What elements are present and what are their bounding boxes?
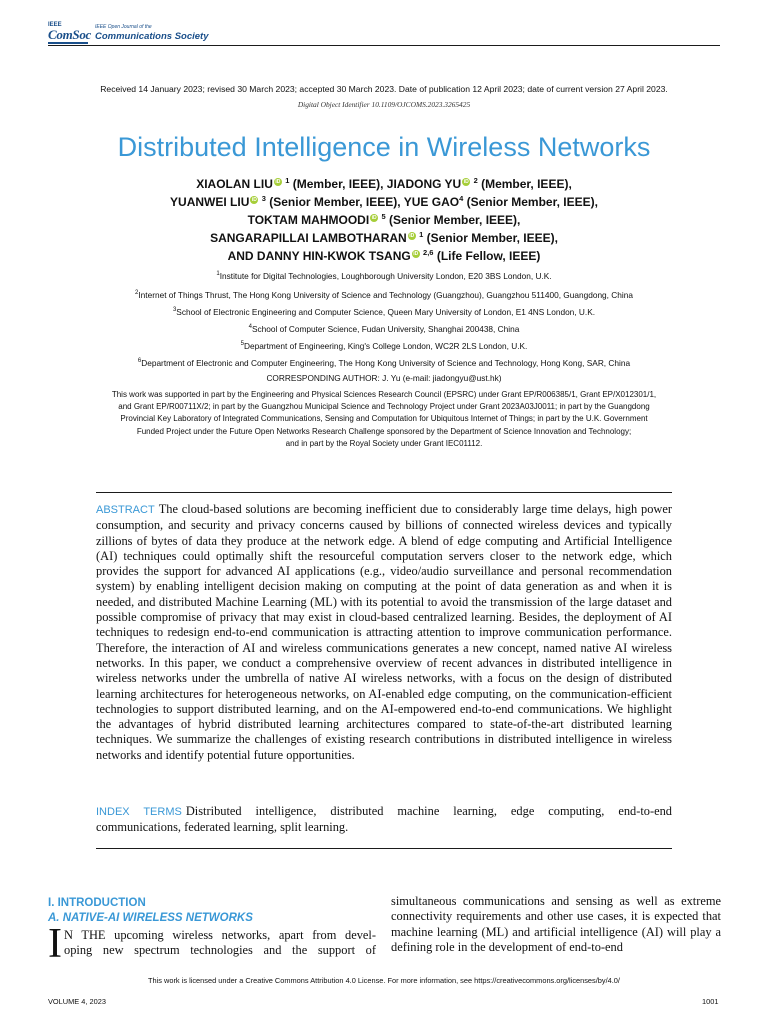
- corresponding-author: CORRESPONDING AUTHOR: J. Yu (e-mail: jiadongyu@ust.hk): [266, 373, 502, 383]
- intro-line-1: N THE upcoming wireless networks, apart from devel-: [64, 928, 376, 942]
- orcid-icon[interactable]: iD: [409, 233, 415, 239]
- abstract-bottom-rule: [96, 848, 672, 849]
- author-line-1: XIAOLAN LIU iD $^1$ (Member, IEEE), JIADONG YU iD $^2$ (Member, IEEE),: [196, 176, 572, 191]
- affiliation: $^5$Department of Engineering, King's College London, WC2R 2LS London, U.K.: [240, 340, 528, 351]
- affiliation: $^6$Department of Electronic and Computer Engineering, The Hong Kong University of Science and Technology, Hong Kong, SAR, China: [137, 357, 631, 368]
- author-line-3: TOKTAM MAHMOODI iD $^5$ (Senior Member, IEEE),: [247, 212, 521, 227]
- affiliation: $^3$School of Electronic Engineering and Computer Science, Queen Mary University of London, E1 4NS London, U.K.: [172, 306, 596, 317]
- comsoc-logo: [48, 22, 92, 44]
- funding-line: Provincial Key Laboratory of Integrated Communications, Sensing and Computation for Ubiquitous Internet of Things; in part by the U.K. Government: [120, 414, 648, 424]
- funding-line: This work was supported in part by the Engineering and Physical Sciences Research Council (EPSRC) under Grant EP/R006385/1, Grant EP/X012301/1,: [111, 390, 657, 399]
- paper-title: Distributed Intelligence in Wireless Networks: [117, 132, 651, 162]
- subsection-heading: A. NATIVE-AI WIRELESS NETWORKS: [48, 912, 253, 924]
- header-divider: [48, 45, 720, 46]
- abstract-top-rule: [96, 492, 672, 493]
- journal-title: Communications Society: [95, 31, 209, 42]
- funding-line: Funded Project under the Future Open Networks Research Challenge sponsored by the Department of Science Innovation and Technology;: [136, 426, 632, 436]
- logo-main-text: ComSoc: [48, 27, 91, 42]
- section-heading: I. INTRODUCTION: [48, 897, 146, 909]
- abstract: [96, 502, 672, 763]
- author-line-5: AND DANNY HIN-KWOK TSANG iD $^{2,6}$ (Life Fellow, IEEE): [227, 248, 541, 263]
- logo-underline: [48, 42, 88, 44]
- abstract-label: ABSTRACT: [96, 504, 155, 516]
- index-terms: [96, 804, 672, 836]
- orcid-icon[interactable]: iD: [251, 197, 257, 203]
- right-column-text: simultaneous communications and sensing as well as extreme connectivity requirements and other use cases, it is expected that machine learning (ML) and artificial intelligence (AI) will play a defining role in the development of end-to-end: [391, 894, 721, 955]
- index-terms-text: Distributed intelligence, distributed machine learning, edge computing, end-to-end communications, federated learning, split learning.: [96, 804, 672, 835]
- orcid-icon[interactable]: iD: [463, 179, 469, 185]
- logo-top-text: IEEE: [48, 22, 62, 28]
- affiliation: $^1$Institute for Digital Technologies, Loughborough University London, E20 3BS London, U.K.: [216, 270, 552, 281]
- orcid-icon[interactable]: iD: [371, 215, 377, 221]
- drop-cap: I: [48, 921, 62, 967]
- abstract-text: The cloud-based solutions are becoming inefficient due to considerably large time delays, high power consumption, and security and privacy concerns caused by billions of connected wireless devices and typically zillions of bytes of data they produce at the network edge. A blend of edge computing and Artificial Intelligence (AI) techniques could optimally shift the resourceful computation servers closer to the network edge, which provides the support for advanced AI applications (e.g., video/audio surveillance and personal recommendation system) by enabling intelligent decision making on computing at the point of data generation as and when it is needed, and distributed Machine Learning (ML) with its potential to avoid the transmission of the large dataset and possible compromise of privacy that may exist in cloud-based centralized learning. Besides, the deployment of AI techniques to redesign end-to-end communication is attracting attention to improve communication performance. Therefore, the interaction of AI and wireless communications generates a new concept, named native AI wireless networks. In this paper, we conduct a comprehensive overview of recent advances in distributed intelligence in wireless networks under the umbrella of native AI wireless networks, with a focus on the design of distributed learning architectures for heterogeneous networks, on AI-enabled edge computing, on the communication-efficient technologies to support distributed learning, and on the AI-empowered end-to-end communications. We highlight the advantages of hybrid distributed learning architectures compared to state-of-the-art distributed learning techniques. We summarize the challenges of existing research contributions in distributed intelligence in wireless networks and identify potential future opportunities.: [96, 502, 672, 762]
- journal-prefix: IEEE Open Journal of the: [95, 24, 152, 30]
- license-notice: This work is licensed under a Creative Commons Attribution 4.0 License. For more information, see https://creativecommons.org/licenses/by/4.0/: [148, 976, 620, 985]
- orcid-icon[interactable]: iD: [275, 179, 281, 185]
- affiliation: $^4$School of Computer Science, Fudan University, Shanghai 200438, China: [248, 323, 520, 334]
- author-line-4: SANGARAPILLAI LAMBOTHARAN iD $^1$ (Senior Member, IEEE),: [210, 230, 558, 245]
- orcid-icon[interactable]: iD: [413, 251, 419, 257]
- publication-dates: Received 14 January 2023; revised 30 March 2023; accepted 30 March 2023. Date of publication 12 April 2023; date of current version 27 April 2023.: [100, 84, 668, 94]
- page-number: 1001: [702, 997, 719, 1006]
- doi: Digital Object Identifier 10.1109/OJCOMS.2023.3265425: [297, 100, 471, 109]
- funding-line: and Grant EP/R00711X/2; in part by the Guangzhou Municipal Science and Technology Project under Grant 2023A03J0011; in part by the Guangdong: [118, 402, 650, 412]
- funding-statement: [60, 389, 708, 450]
- volume-info: VOLUME 4, 2023: [48, 997, 106, 1006]
- journal-name: [95, 24, 209, 43]
- intro-line-2: oping new spectrum technologies and the support of: [64, 943, 376, 957]
- index-terms-label: INDEX TERMS: [96, 806, 182, 818]
- author-line-2: YUANWEI LIU iD $^3$ (Senior Member, IEEE), YUE GAO$^4$ (Senior Member, IEEE),: [170, 194, 598, 209]
- affiliation: $^2$Internet of Things Thrust, The Hong Kong University of Science and Technology (Guangzhou), Guangzhou 511400, Guangdong, China: [135, 289, 633, 300]
- funding-line: and in part by the Royal Society under Grant IEC01112.: [285, 438, 483, 448]
